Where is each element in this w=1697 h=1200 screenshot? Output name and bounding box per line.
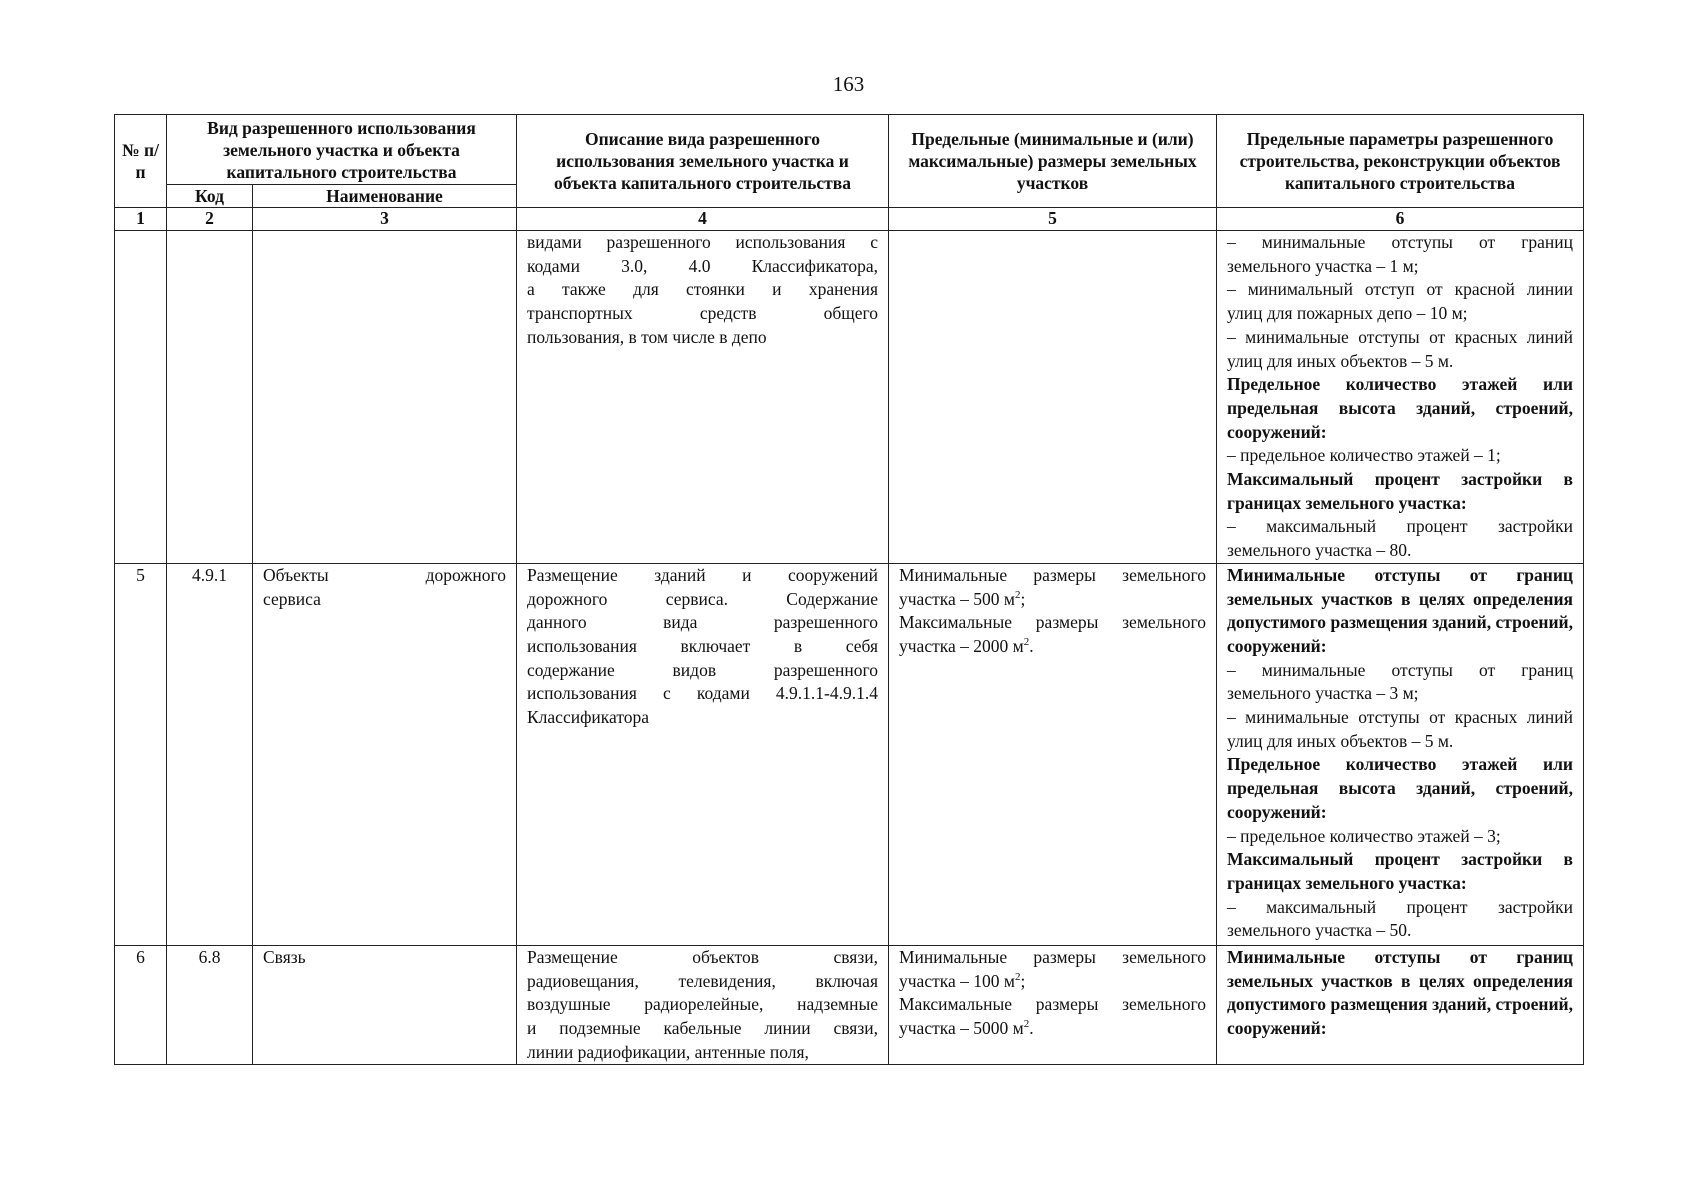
params-heading: Предельное количество этажей или предельная высота зданий, строений, сооружений: xyxy=(1227,754,1573,822)
row-name-cell: Объекты дорожного сервиса xyxy=(253,563,517,945)
params-item: – предельное количество этажей – 1; xyxy=(1227,445,1501,466)
column-number: 5 xyxy=(889,208,1217,231)
column-number: 1 xyxy=(115,208,167,231)
row-code-cell xyxy=(167,231,253,564)
row-number-cell: 5 xyxy=(115,563,167,945)
row-sizes-cell xyxy=(889,231,1217,564)
description-line: пользования, в том числе в депо xyxy=(527,326,767,347)
header-params: Предельные параметры разрешенного строительства, реконструкции объектов капитального строительства xyxy=(1217,115,1584,208)
table-row xyxy=(115,945,1584,1065)
description-line: и подземные кабельные линии связи, xyxy=(527,1017,878,1038)
column-number: 3 xyxy=(253,208,517,231)
table-row xyxy=(115,231,1584,564)
description-line: транспортных средств общего xyxy=(527,303,878,324)
params-heading: Максимальный процент застройки в границах земельного участка: xyxy=(1227,469,1573,513)
description-line: дорожного сервиса. Содержание xyxy=(527,588,878,609)
params-heading: Минимальные отступы от границ земельных участков в целях определения допустимого размещения зданий, строений, сооружений: xyxy=(1227,564,1573,656)
description-line: использования включает в себя xyxy=(527,635,878,656)
row-name-cell: Связь xyxy=(253,945,517,1065)
row-code-cell: 6.8 xyxy=(167,945,253,1065)
params-item: – минимальные отступы от границ земельного участка – 3 м; xyxy=(1227,659,1573,704)
header-desc: Описание вида разрешенного использования земельного участка и объекта капитального строительства xyxy=(517,115,889,208)
description-line: а также для стоянки и хранения xyxy=(527,279,878,300)
description-line: воздушные радиорелейные, надземные xyxy=(527,994,878,1015)
row-description-cell xyxy=(517,945,889,1065)
description-line: радиовещания, телевидения, включая xyxy=(527,970,878,991)
row-name-cell xyxy=(253,231,517,564)
row-description-cell xyxy=(517,231,889,564)
column-number: 4 xyxy=(517,208,889,231)
params-item: – минимальные отступы от красных линий улиц для иных объектов – 5 м. xyxy=(1227,326,1573,371)
min-size-text: Минимальные размеры земельного участка – 100 м xyxy=(899,946,1206,991)
params-item: – максимальный процент застройки земельного участка – 50. xyxy=(1227,896,1573,941)
table-row xyxy=(115,563,1584,945)
land-use-table xyxy=(114,114,1584,1065)
description-line: кодами 3.0, 4.0 Классификатора, xyxy=(527,255,878,276)
row-description-cell xyxy=(517,563,889,945)
column-number: 6 xyxy=(1217,208,1584,231)
page-number: 163 xyxy=(832,72,865,96)
params-item: – минимальные отступы от границ земельного участка – 1 м; xyxy=(1227,232,1573,276)
header-no: № п/п xyxy=(115,115,167,208)
row-params-cell xyxy=(1217,231,1584,564)
description-line: Размещение зданий и сооружений xyxy=(527,564,878,585)
params-item: – максимальный процент застройки земельного участка – 80. xyxy=(1227,516,1573,561)
max-size-text: Максимальные размеры земельного участка – 2000 м xyxy=(899,612,1206,656)
header-name: Наименование xyxy=(253,185,517,208)
header-vid: Вид разрешенного использования земельного участка и объекта капитального строительства xyxy=(167,115,517,185)
min-size-text: Минимальные размеры земельного участка – 500 м xyxy=(899,564,1206,609)
max-size-text: Максимальные размеры земельного участка – 5000 м xyxy=(899,994,1206,1038)
params-heading: Предельное количество этажей или предельная высота зданий, строений, сооружений: xyxy=(1227,374,1573,442)
row-sizes-cell: Минимальные размеры земельного участка – 500 $м^2$; Максимальные размеры земельного участка – 2000 $м^2$. xyxy=(889,563,1217,945)
description-line: данного вида разрешенного xyxy=(527,612,878,633)
params-item: – минимальные отступы от красных линий улиц для иных объектов – 5 м. xyxy=(1227,707,1573,751)
description-line: Классификатора xyxy=(527,707,650,728)
row-params-cell xyxy=(1217,945,1584,1065)
row-number-cell: 6 xyxy=(115,945,167,1065)
header-sizes: Предельные (минимальные и (или) максимальные) размеры земельных участков xyxy=(889,115,1217,208)
row-sizes-cell: Минимальные размеры земельного участка – 100 $м^2$; Максимальные размеры земельного участка – 5000 $м^2$. xyxy=(889,945,1217,1065)
column-numbers-row xyxy=(115,208,1584,231)
params-heading: Максимальный процент застройки в границах земельного участка: xyxy=(1227,849,1573,893)
header-kod: Код xyxy=(167,185,253,208)
row-params-cell xyxy=(1217,563,1584,945)
description-line: использования с кодами 4.9.1.1-4.9.1.4 xyxy=(527,683,878,704)
row-code-cell: 4.9.1 xyxy=(167,563,253,945)
column-number: 2 xyxy=(167,208,253,231)
description-line: видами разрешенного использования с xyxy=(527,232,878,252)
description-line: линии радиофикации, антенные поля, xyxy=(527,1041,809,1062)
params-item: – минимальный отступ от красной линии улиц для пожарных депо – 10 м; xyxy=(1227,279,1573,324)
params-heading: Минимальные отступы от границ земельных участков в целях определения допустимого размещения зданий, строений, сооружений: xyxy=(1227,946,1573,1038)
params-item: – предельное количество этажей – 3; xyxy=(1227,825,1501,846)
description-line: содержание видов разрешенного xyxy=(527,659,878,680)
row-number-cell xyxy=(115,231,167,564)
description-line: Размещение объектов связи, xyxy=(527,946,878,967)
